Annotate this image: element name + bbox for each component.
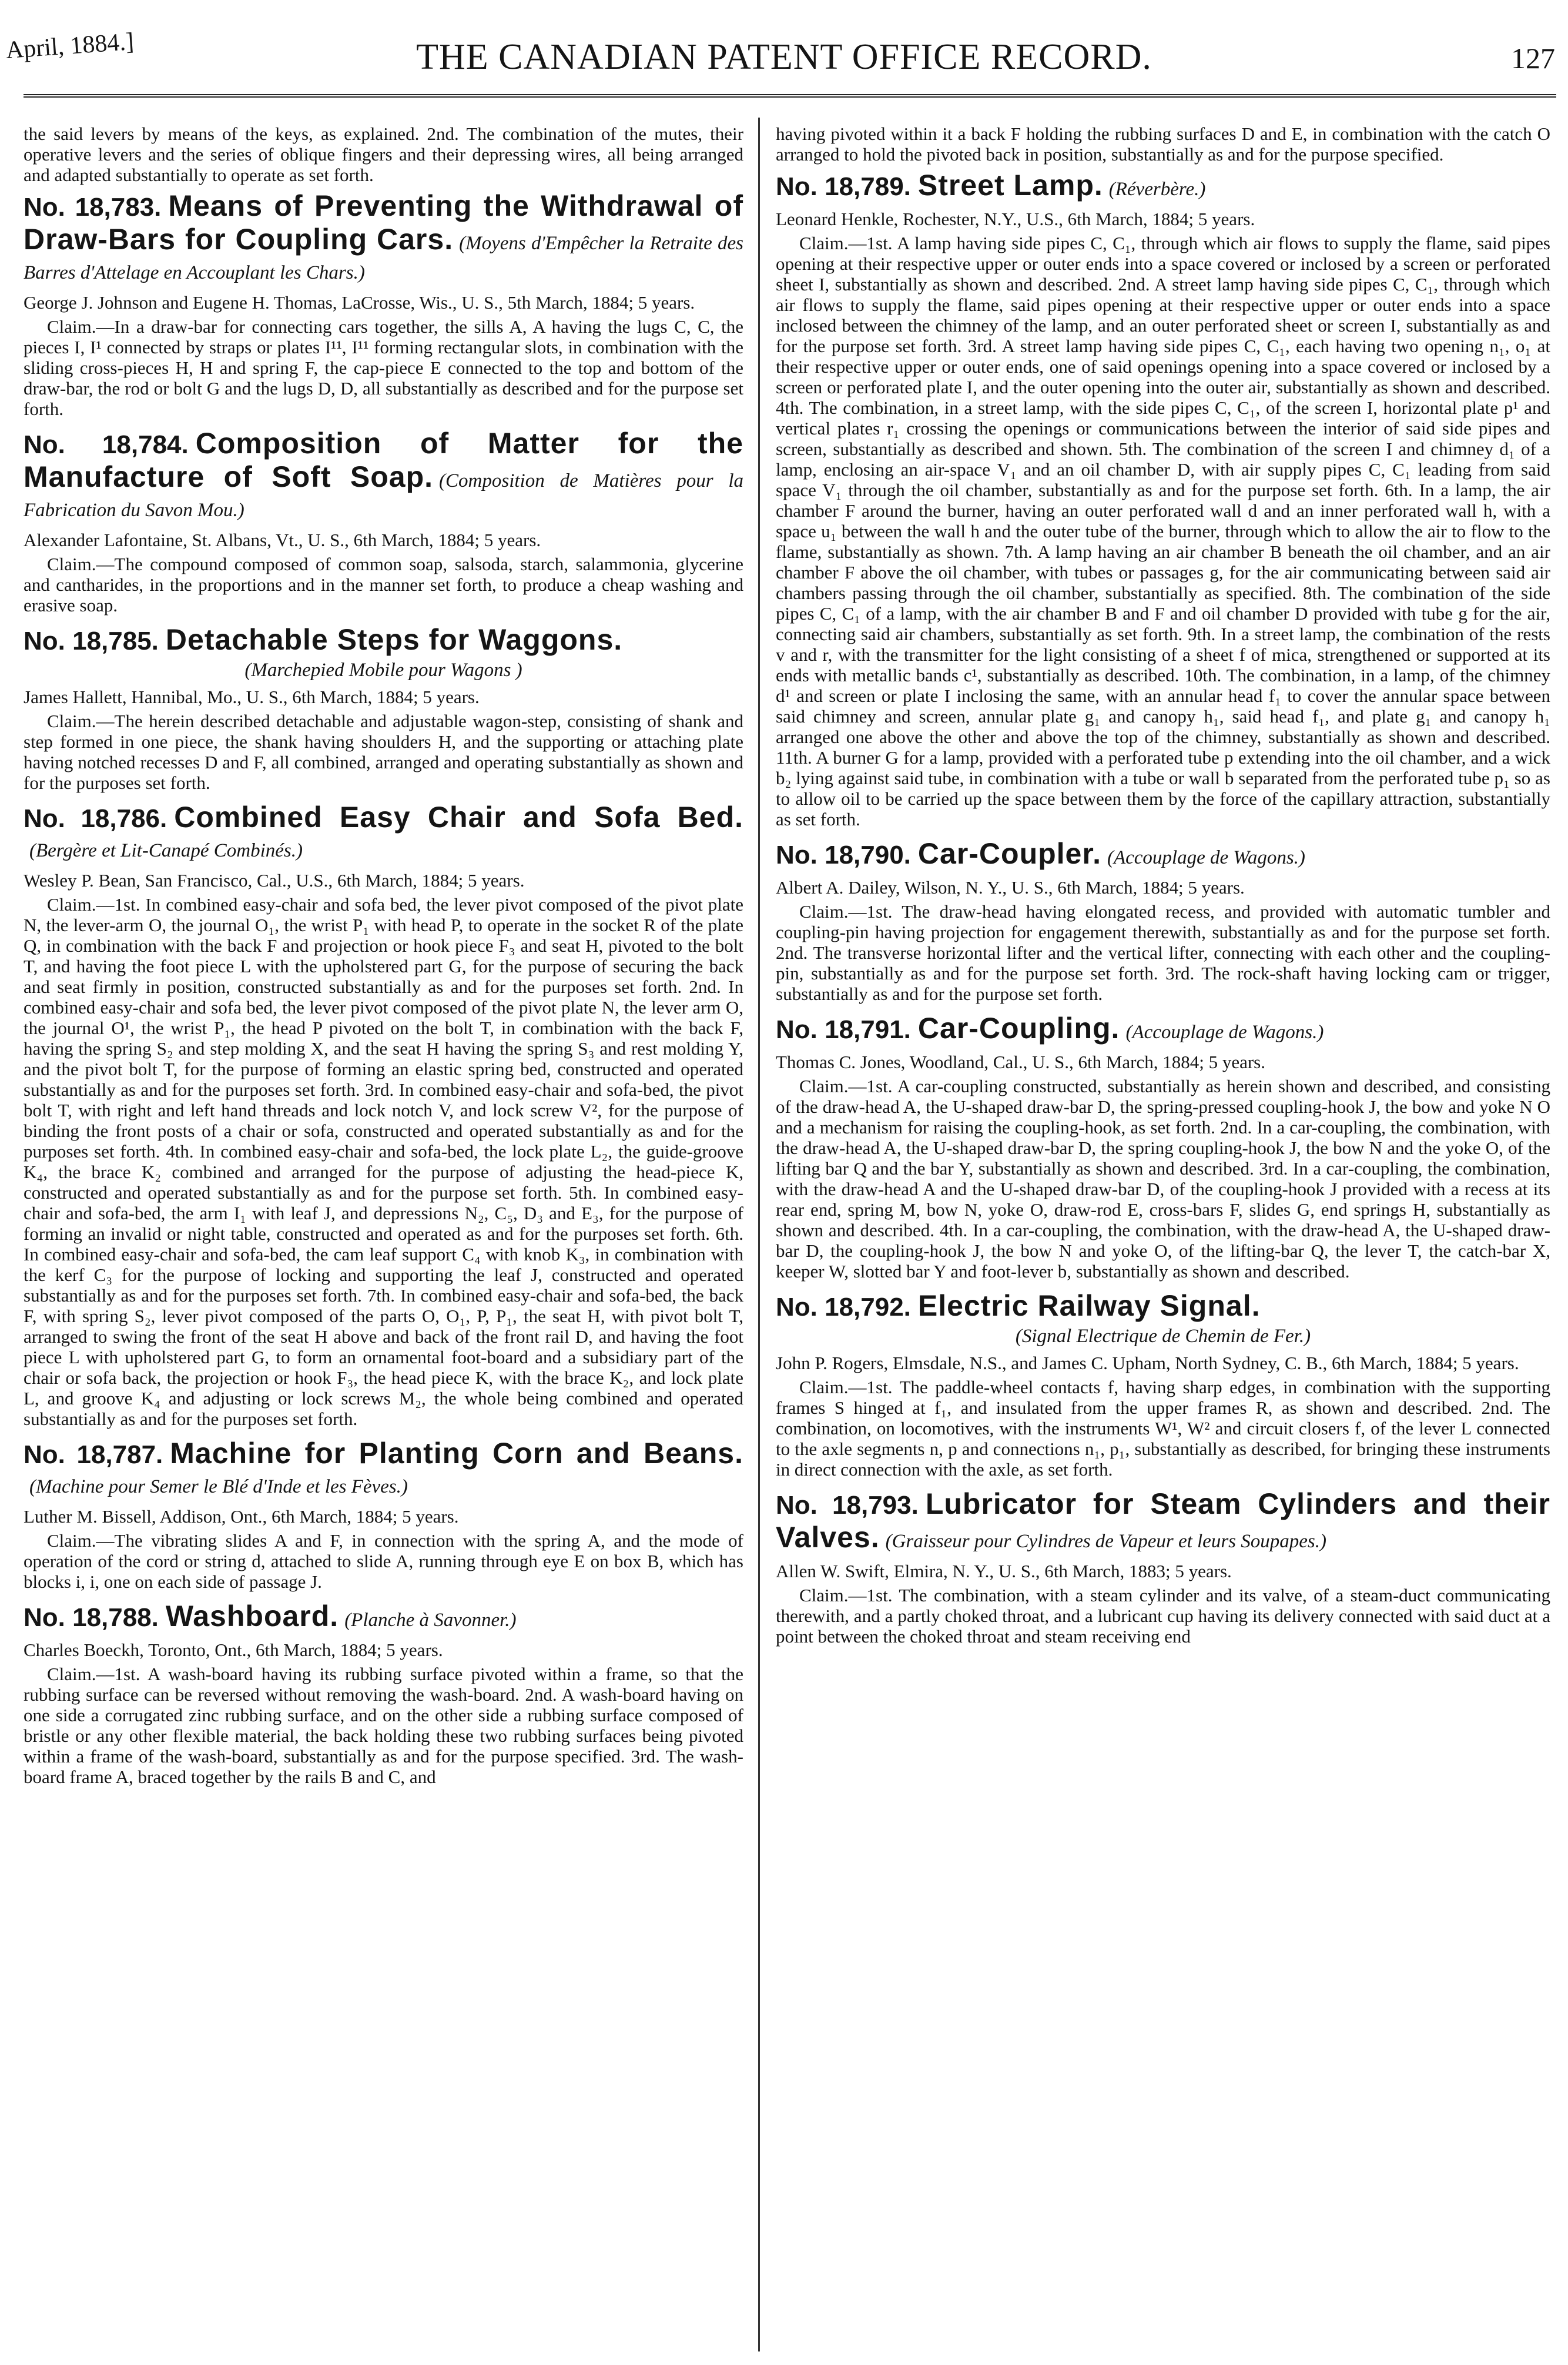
inventor-line: Albert A. Dailey, Wilson, N. Y., U. S., 6th March, 1884; 5 years. [776, 877, 1245, 898]
claim-text: Claim.—1st. A car-coupling constructed, substantially as herein shown and described, and consisting of the draw-head A, the U-shaped draw-bar D, the spring-pressed coupling-hook J, the bow and yoke N O and a mechanism for raising the coupling-hook, as set forth. 2nd. In a car-coupling, the combination, with the draw-head A, the U-shaped draw-bar D, the spring coupling-hook J, the bow N and the yoke O, of the lifting bar Q and the bar Y, substantially as shown and described. 3rd. In a car-coupling, the combination, with the draw-head A and the U-shaped draw-bar D, of the coupling-hook J provided with a recess at its rear end, spring M, bow N, yoke O, draw-rod E, cross-bars F, slides G, end springs H, substantially as shown and described. 4th. In a car-coupling, the combination, with the draw-head A, the U-shaped draw-bar D, the coupling-hook J, the bow N and yoke O, of the lifting-bar Q, the lever T, the catch-bar X, keeper W, slotted bar Y and foot-lever b, substantially as shown and described. [776, 1076, 1550, 1282]
inventor-line: Alexander Lafontaine, St. Albans, Vt., U. S., 6th March, 1884; 5 years. [24, 530, 541, 550]
entry-heading [24, 625, 743, 682]
header-title: THE CANADIAN PATENT OFFICE RECORD. [416, 37, 1152, 77]
french-title: (Bergère et Lit-Canapé Combinés.) [29, 840, 303, 861]
patent-number: No. 18,793. [776, 1491, 919, 1520]
patent-number: No. 18,783. [24, 193, 162, 222]
patent-number: No. 18,784. [24, 430, 189, 459]
patent-title: Electric Railway Signal. [917, 1289, 1261, 1322]
header-rule [24, 94, 1556, 98]
claim-text: Claim.—1st. The combination, with a steam cylinder and its valve, of a steam-duct communicating therewith, and a partly choked throat, and a lubricant cup having its delivery connected with said duct at a point between the choked throat and steam receiving end [776, 1585, 1550, 1647]
patent-title: Means of Preventing the Withdrawal of Draw-Bars for Coupling Cars. [24, 189, 743, 256]
entry-heading [24, 802, 743, 865]
patent-title: Composition of Matter for the Manufacture of Soft Soap. [24, 427, 743, 493]
continuation-text: the said levers by means of the keys, as explained. 2nd. The combination of the mutes, their operative levers and the series of oblique fingers and their depressing wires, all being arranged and adapted substantially to operate as set forth. [24, 123, 743, 185]
patent-title: Detachable Steps for Waggons. [165, 623, 623, 656]
french-title: (Planche à Savonner.) [344, 1610, 517, 1631]
entry-heading [776, 1013, 1550, 1047]
inventor-line: Thomas C. Jones, Woodland, Cal., U. S., 6th March, 1884; 5 years. [776, 1052, 1265, 1072]
entry-heading [776, 1489, 1550, 1556]
page-number: 127 [1511, 42, 1555, 75]
entry-heading [776, 839, 1550, 872]
french-title: (Accouplage de Wagons.) [1107, 847, 1305, 868]
patent-title: Machine for Planting Corn and Beans. [170, 1437, 743, 1470]
patent-entry [776, 1013, 1550, 1282]
patent-entry [24, 429, 743, 615]
french-title: (Graisseur pour Cylindres de Vapeur et leurs Soupapes.) [885, 1531, 1326, 1552]
page-header [0, 0, 1568, 88]
inventor-line: Wesley P. Bean, San Francisco, Cal., U.S., 6th March, 1884; 5 years. [24, 870, 525, 891]
patent-entry [24, 1601, 743, 1787]
patent-title: Lubricator for Steam Cylinders and their Valves. [776, 1487, 1550, 1554]
french-title: (Moyens d'Empêcher la Retraite des Barres d'Attelage en Accouplant les Chars.) [24, 233, 743, 283]
claim-text: Claim.—1st. In combined easy-chair and sofa bed, the lever pivot composed of the pivot plate N, the lever-arm O, the journal O₁, the wrist P₁ with head P, to operate in the socket R of the plate Q, in combination with the back F and projection or hook piece F₃ and seat H, pivoted to the bolt T, and having the foot piece L with the upholstered part G, for the purpose of securing the back and seat firmly in position, constructed substantially as and for the purposes set forth. 2nd. In combined easy-chair and sofa bed, the lever pivot composed of the pivot plate N, the lever arm O, the journal O¹, the wrist P₁, the head P pivoted on the bolt T, in combination with the back F, having the spring S₂ and step molding X, and the seat H having the spring S₃ and rest molding Y, and the pivot bolt T, for the purpose of forming an elastic spring bed, constructed and operated substantially as and for the purposes set forth. 3rd. In combined easy-chair and sofa-bed, the pivot bolt T, with right and left hand threads and lock notch V, and lock screw V², for the purpose of binding the front posts of a chair or sofa, constructed and operated substantially as and for the purposes set forth. 4th. In combined easy-chair and sofa-bed, the lock plate L₂, the guide-groove K₄, the brace K₂ combined and arranged for the purpose of adjusting the head-piece K, constructed and operated substantially as and for the purpose set forth. 5th. In combined easy-chair and sofa-bed, the arm I₁ with leaf J, and depressions N₂, C₅, D₃ and E₃, for the purpose of forming an invalid or night table, constructed and operated as and for the purposes set forth. 6th. In combined easy-chair and sofa-bed, the cam leaf support C₄ with knob K₃, in combination with the kerf C₃ for the purpose of locking and supporting the leaf J, constructed and operated substantially as and for the purposes set forth. 7th. In combined easy-chair and sofa-bed, the back F, with spring S₂, lever pivot composed of the parts O, O₁, P, P₁, the seat H, with pivot bolt T, arranged to swing the front of the seat H above and back of the front rail D, and having the foot piece L with upholstered part G, to form an ornamental foot-board and a subsidiary part of the chair or sofa back, the projection or hook F₃, the head piece K, with the brace K₂, and lock plate L, and groove K₄ and adjusting or lock screws M₂, the whole being combined and operated substantially as and for the purposes set forth. [24, 894, 743, 1429]
claim-text: Claim.—The vibrating slides A and F, in connection with the spring A, and the mode of operation of the cord or string d, attached to slide A, running through eye E on box B, which has blocks i, i, one on each side of passage J. [24, 1530, 743, 1592]
entry-heading [24, 1439, 743, 1501]
patent-entry [24, 1439, 743, 1592]
patent-title: Washboard. [165, 1600, 339, 1633]
inventor-line: Allen W. Swift, Elmira, N. Y., U. S., 6th March, 1883; 5 years. [776, 1561, 1232, 1581]
french-title: (Signal Electrique de Chemin de Fer.) [1015, 1326, 1311, 1347]
column-divider [758, 118, 760, 2351]
patent-entry [776, 839, 1550, 1004]
left-column [24, 123, 743, 2346]
french-title: (Accouplage de Wagons.) [1125, 1022, 1324, 1043]
claim-text: Claim.—1st. A wash-board having its rubbing surface pivoted within a frame, so that the rubbing surface can be reversed without removing the wash-board. 2nd. A wash-board having on one side a corrugated zinc rubbing surface, and on the other side a rubbing surface composed of bristle or any other flexible material, the back holding these two rubbing surfaces being pivoted within a frame of the wash-board, substantially as and for the purpose specified. 3rd. The wash-board frame A, braced together by the rails B and C, and [24, 1664, 743, 1787]
inventor-line: Leonard Henkle, Rochester, N.Y., U.S., 6th March, 1884; 5 years. [776, 209, 1255, 229]
patent-entry [24, 625, 743, 793]
french-title: (Composition de Matières pour la Fabrication du Savon Mou.) [24, 470, 743, 521]
patent-number: No. 18,786. [24, 804, 167, 833]
patent-number: No. 18,792. [776, 1293, 911, 1322]
patent-entry [776, 1489, 1550, 1647]
french-title: (Machine pour Semer le Blé d'Inde et les Fèves.) [29, 1476, 408, 1497]
french-title: (Marchepied Mobile pour Wagons ) [244, 660, 522, 681]
patent-number: No. 18,789. [776, 172, 911, 201]
claim-text: Claim.—1st. The paddle-wheel contacts f, having sharp edges, in combination with the supporting frames S hinged at f₁, and insulated from the upper frames R, as shown and described. 2nd. The combination, on locomotives, with the instruments W¹, W² and circuit closers f, of the lever L connected to the axle segments n, p and connections n₁, p₁, substantially as described, for bringing these instruments in direct connection with the axle, as set forth. [776, 1377, 1550, 1480]
patent-number: No. 18,787. [24, 1440, 163, 1469]
inventor-line: John P. Rogers, Elmsdale, N.S., and James C. Upham, North Sydney, C. B., 6th March, 1884; 5 years. [776, 1353, 1519, 1373]
french-title: (Réverbère.) [1108, 179, 1206, 200]
inventor-line: George J. Johnson and Eugene H. Thomas, LaCrosse, Wis., U. S., 5th March, 1884; 5 years. [24, 292, 695, 313]
entry-heading [776, 1291, 1550, 1348]
right-column [776, 123, 1550, 2346]
header-date: April, 1884.] [5, 28, 135, 64]
patent-entry [776, 170, 1550, 829]
patent-entry [24, 191, 743, 419]
patent-number: No. 18,785. [24, 627, 159, 655]
patent-number: No. 18,790. [776, 841, 911, 869]
claim-text: Claim.—In a draw-bar for connecting cars together, the sills A, A having the lugs C, C, the pieces I, I¹ connected by straps or plates I¹¹, I¹¹ forming rectangular slots, in combination with the sliding cross-pieces H, H and spring F, the cap-piece E connected to the top and bottom of the draw-bar, the rod or bolt G and the lugs D, D, all substantially as described and for the purpose set forth. [24, 316, 743, 419]
claim-text: Claim.—The compound composed of common soap, salsoda, starch, salammonia, glycerine and cantharides, in the proportions and in the manner set forth, to produce a cheap washing and erasive soap. [24, 554, 743, 615]
entry-heading [24, 191, 743, 287]
patent-title: Combined Easy Chair and Sofa Bed. [174, 801, 743, 834]
patent-number: No. 18,791. [776, 1015, 911, 1044]
entry-heading [24, 1601, 743, 1635]
claim-text: Claim.—The herein described detachable and adjustable wagon-step, consisting of shank and step formed in one piece, the shank having shoulders H, and the supporting or attaching plate having notched recesses D and F, all combined, arranged and operating substantially as shown and for the purposes set forth. [24, 711, 743, 793]
continuation-text: having pivoted within it a back F holding the rubbing surfaces D and E, in combination with the catch O arranged to hold the pivoted back in position, substantially as and for the purpose specified. [776, 123, 1550, 165]
inventor-line: Charles Boeckh, Toronto, Ont., 6th March, 1884; 5 years. [24, 1640, 443, 1660]
patent-title: Street Lamp. [917, 169, 1103, 202]
patent-entry [24, 802, 743, 1429]
patent-entry [776, 1291, 1550, 1480]
inventor-line: Luther M. Bissell, Addison, Ont., 6th March, 1884; 5 years. [24, 1506, 459, 1527]
entry-heading [24, 429, 743, 525]
entry-heading [776, 170, 1550, 204]
claim-text: Claim.—1st. The draw-head having elongated recess, and provided with automatic tumbler and coupling-pin having projection for engagement therewith, substantially as and for the purpose set forth. 2nd. The transverse horizontal lifter and the vertical lifter, connecting with each other and the coupling-pin, substantially as and for the purpose set forth. 3rd. The rock-shaft having locking cam or trigger, substantially as and for the purpose set forth. [776, 901, 1550, 1004]
patent-number: No. 18,788. [24, 1603, 159, 1632]
patent-title: Car-Coupling. [917, 1012, 1120, 1045]
claim-text: Claim.—1st. A lamp having side pipes C, C₁, through which air flows to supply the flame, said pipes opening at their respective upper or outer ends into a space covered or inclosed by a screen or perforated sheet I, substantially as shown and described. 2nd. A street lamp having side pipes C, C₁, through which air flows to supply the flame, said pipes opening at their respective upper or outer ends into a space inclosed between the chimney of the lamp, and an outer perforated sheet or screen I, substantially as and for the purpose set forth. 3rd. A street lamp having side pipes C, C₁, each having two opening n₁, o₁ at their respective upper or outer ends, one of said openings opening into a space covered or inclosed by a screen or perforated plate I, and the outer opening into the outer air, substantially as shown and described. 4th. The combination, in a street lamp, with the side pipes C, C₁, of the screen I, horizontal plate p¹ and vertical plates r₁ crossing the openings or communications between the interior of said side pipes and screen, substantially as described and shown. 5th. The combination of the screen I and chimney d₁ of a lamp, enclosing an air-space V₁ and an oil chamber D, with air supply pipes C, C₁ leading from said space V₁ through the oil chamber, substantially as and for the purpose set forth. 6th. In a lamp, the air chamber F around the burner, having an outer perforated wall d and an inner perforated wall h, with a space u₁ between the wall h and the outer tube of the burner, through which to allow the air to flow to the flame, substantially as shown. 7th. A lamp having an air chamber B beneath the oil chamber, and an air chamber F above the oil chamber, with tubes or passages g, for the air communicating between said air chambers passing through the oil chamber, substantially as specified. 8th. The combination of the side pipes C, C₁ of a lamp, with the air chamber B and F and oil chamber D provided with tube g for the air, connecting said air chambers, substantially as set forth. 9th. In a street lamp, the combination of the rests v and r, with the transmitter for the light consisting of a sheet f of mica, strengthened or supported at its ends with metallic bands c¹, substantially as described. 10th. The combination, in a lamp, of the chimney d¹ and screen or plate I inclosing the same, with an annular head f₁ to cover the annular space between said chimney and screen, annular plate g₁ and canopy h₁, said head f₁, and plate g₁ and canopy h₁ arranged one above the other and above the top of the chimney, substantially as shown and described. 11th. A burner G for a lamp, provided with a perforated tube p extending into the oil chamber, and a wick b₂ lying against said tube, in combination with a tube or wall b separated from the perforated tube p₁ so as to allow oil to be carried up the space between them by the force of the capillary attraction, substantially as set forth. [776, 233, 1550, 829]
patent-title: Car-Coupler. [917, 837, 1101, 870]
inventor-line: James Hallett, Hannibal, Mo., U. S., 6th March, 1884; 5 years. [24, 687, 480, 707]
